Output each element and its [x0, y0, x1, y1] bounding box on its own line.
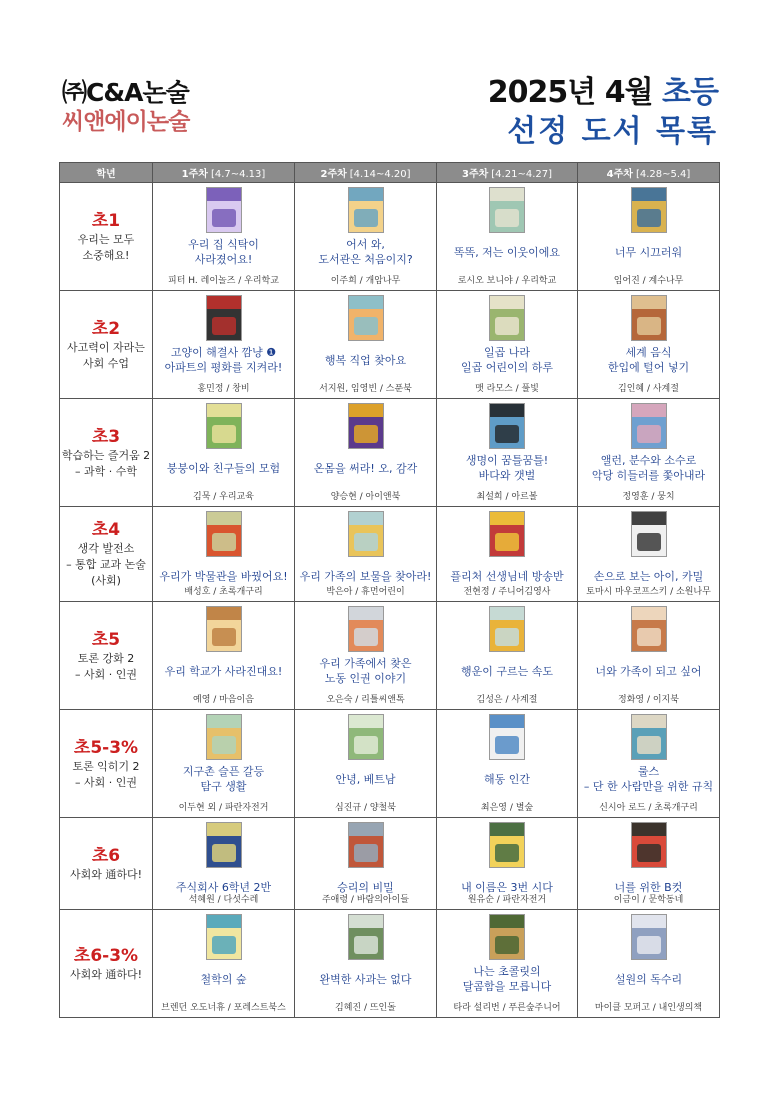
- book-cover-image: [631, 606, 667, 652]
- book-cell: [295, 399, 437, 507]
- book-author-publisher: 서지원, 임영빈 / 스푼북: [319, 384, 412, 394]
- book-author-publisher: 원유순 / 파란자전거: [467, 895, 547, 905]
- book-author-publisher: 브렌던 오도너휴 / 포레스트북스: [161, 1003, 286, 1013]
- book-author-publisher: 홍민정 / 창비: [197, 384, 250, 394]
- book-cover-image: [631, 822, 667, 868]
- book-author-publisher: 타라 설리번 / 푸른숲주니어: [453, 1003, 561, 1013]
- book-cell: [437, 710, 578, 818]
- book-title: 안녕, 베트남: [335, 772, 396, 786]
- book-cell: [153, 910, 295, 1018]
- book-cover-image: [631, 714, 667, 760]
- week-range: [4.14~4.20]: [349, 169, 411, 180]
- book-cover-image: [348, 295, 384, 341]
- week-range: [4.28~5.4]: [635, 169, 691, 180]
- table-row: [60, 399, 720, 507]
- book-cell: [437, 507, 578, 602]
- table-row: [60, 507, 720, 602]
- book-author-publisher: 배성호 / 초록개구리: [184, 587, 263, 597]
- book-cell: [437, 910, 578, 1018]
- grade-code: 초6: [91, 845, 121, 866]
- grade-code: 초4: [91, 520, 121, 540]
- book-author-publisher: 오은숙 / 리틀씨앤톡: [326, 695, 405, 705]
- header-week-2: [295, 163, 437, 183]
- table-row: [60, 183, 720, 291]
- book-cover-image: [489, 403, 525, 449]
- book-title: 행복 직업 찾아요: [324, 353, 407, 367]
- book-cover-image: [206, 403, 242, 449]
- book-cell: [578, 183, 720, 291]
- book-title: 똑똑, 저는 이웃이에요: [453, 245, 561, 259]
- grade-cell: [60, 910, 153, 1018]
- book-title: 너를 위한 B컷: [614, 880, 683, 894]
- book-title: 우리 집 식탁이 사라졌어요!: [188, 238, 259, 266]
- page-title-line2: 선정 도서 목록: [507, 114, 718, 149]
- book-author-publisher: 토마시 마우코프스키 / 소원나무: [586, 587, 711, 597]
- book-author-publisher: 주애령 / 바람의아이들: [321, 895, 409, 905]
- header-week-4: [578, 163, 720, 183]
- book-title: 나는 초콜릿의 달콤함을 모릅니다: [462, 965, 552, 993]
- grade-theme: 사회와 通하다!: [69, 967, 143, 981]
- book-title: 완벽한 사과는 없다: [319, 972, 412, 986]
- book-author-publisher: 석혜원 / 다섯수레: [188, 895, 259, 905]
- grade-cell: [60, 602, 153, 710]
- book-cell: [295, 602, 437, 710]
- grade-cell: [60, 507, 153, 602]
- book-cell: [153, 183, 295, 291]
- book-author-publisher: 심진규 / 양철북: [335, 803, 396, 813]
- book-title: 승리의 비밀: [337, 880, 394, 894]
- week-range: [4.7~4.13]: [210, 169, 266, 180]
- title-level: 초등: [662, 75, 718, 110]
- book-cell: [295, 183, 437, 291]
- book-cover-image: [206, 511, 242, 557]
- book-cell: [437, 818, 578, 910]
- book-cover-image: [489, 914, 525, 960]
- book-author-publisher: 박은아 / 휴먼어린이: [326, 587, 405, 597]
- grade-code: 초3: [91, 426, 121, 447]
- table-row: [60, 710, 720, 818]
- grade-code: 초6-3%: [73, 945, 139, 966]
- grade-theme: 토론 익히기 2 – 사회 · 인권: [72, 759, 140, 789]
- grade-code: 초1: [91, 210, 121, 231]
- week-label: 2주차: [320, 169, 347, 180]
- title-year-month: 2025년 4월: [487, 75, 653, 110]
- book-author-publisher: 마이클 모퍼고 / 내인생의책: [594, 1003, 703, 1013]
- book-cover-image: [348, 187, 384, 233]
- grade-code: 초5-3%: [73, 737, 139, 758]
- book-cell: [437, 183, 578, 291]
- book-cell: [578, 910, 720, 1018]
- book-cell: [578, 602, 720, 710]
- table-row: [60, 818, 720, 910]
- grade-theme: 우리는 모두 소중해요!: [77, 232, 135, 262]
- week-range: [4.21~4.27]: [491, 169, 552, 180]
- book-title: 지구촌 슬픈 갈등 탐구 생활: [182, 765, 265, 793]
- week-label: 3주차: [462, 169, 489, 180]
- book-cell: [153, 602, 295, 710]
- book-author-publisher: 전현정 / 주니어김영사: [463, 587, 551, 597]
- book-author-publisher: 최설희 / 아르볼: [476, 492, 538, 502]
- book-author-publisher: 정화영 / 이지북: [618, 695, 679, 705]
- book-cover-image: [489, 295, 525, 341]
- book-title: 고양이 해결사 깜냥 ❶ 아파트의 평화를 지켜라!: [164, 346, 283, 374]
- book-title: 우리가 박물관을 바꿨어요!: [159, 569, 288, 583]
- book-author-publisher: 김인혜 / 사계절: [618, 384, 679, 394]
- book-title: 플리처 선생님네 방송반: [450, 569, 564, 583]
- book-title: 붕붕이와 친구들의 모험: [166, 461, 281, 475]
- grade-cell: [60, 399, 153, 507]
- book-title: 내 이름은 3번 시다: [461, 880, 553, 894]
- book-author-publisher: 정영훈 / 뭉치: [622, 492, 675, 502]
- book-title: 일곱 나라 일곱 어린이의 하루: [460, 346, 553, 374]
- book-title: 우리 학교가 사라진대요!: [164, 664, 283, 678]
- book-author-publisher: 맷 라모스 / 풀빛: [475, 384, 539, 394]
- table-row: [60, 602, 720, 710]
- book-title: 해동 인간: [483, 772, 530, 786]
- book-author-publisher: 임어진 / 계수나무: [613, 276, 684, 286]
- grade-code: 초5: [91, 629, 121, 650]
- book-cell: [295, 710, 437, 818]
- grade-cell: [60, 818, 153, 910]
- book-author-publisher: 신시아 로드 / 초록개구리: [599, 803, 698, 813]
- page-title: [488, 74, 718, 152]
- book-author-publisher: 로시오 보니야 / 우리학교: [457, 276, 557, 286]
- book-cover-image: [489, 606, 525, 652]
- table-header-row: [60, 163, 720, 183]
- book-cover-image: [489, 187, 525, 233]
- book-cover-image: [348, 403, 384, 449]
- grade-theme: 사고력이 자라는 사회 수업: [67, 340, 145, 370]
- logo-company-name: ㈜C&A논술: [62, 78, 189, 107]
- book-cover-image: [348, 914, 384, 960]
- book-title: 주식회사 6학년 2반: [175, 880, 272, 894]
- logo: [62, 78, 189, 136]
- book-author-publisher: 김혜진 / 뜨인돌: [335, 1003, 396, 1013]
- page-title-line1: [488, 74, 718, 112]
- book-cell: [153, 399, 295, 507]
- grade-cell: [60, 183, 153, 291]
- book-author-publisher: 양승현 / 아이앤북: [330, 492, 401, 502]
- book-cover-image: [489, 714, 525, 760]
- book-title: 세계 음식 한입에 털어 넣기: [607, 346, 690, 374]
- grade-theme: 생각 발전소 – 통합 교과 논술 (사회): [66, 542, 146, 587]
- book-author-publisher: 이두현 외 / 파란자전거: [178, 803, 269, 813]
- book-cell: [437, 291, 578, 399]
- book-cell: [295, 291, 437, 399]
- header-week-1: [153, 163, 295, 183]
- book-author-publisher: 예영 / 마음이음: [193, 695, 254, 705]
- book-cell: [295, 818, 437, 910]
- book-title: 온몸을 써라! 오, 감각: [313, 461, 418, 475]
- book-title: 행운이 구르는 속도: [460, 664, 553, 678]
- book-cover-image: [631, 295, 667, 341]
- table-row: [60, 291, 720, 399]
- book-cover-image: [206, 187, 242, 233]
- book-cell: [437, 602, 578, 710]
- book-title: 너와 가족이 되고 싶어: [595, 664, 702, 678]
- book-author-publisher: 김묵 / 우리교육: [193, 492, 254, 502]
- book-author-publisher: 이금이 / 문학동네: [613, 895, 684, 905]
- book-cover-image: [489, 822, 525, 868]
- book-cell: [578, 818, 720, 910]
- book-author-publisher: 최은영 / 별숲: [480, 803, 534, 813]
- grade-theme: 토론 강화 2 – 사회 · 인권: [75, 651, 137, 681]
- book-title: 어서 와, 도서관은 처음이지?: [318, 238, 413, 266]
- book-cell: [153, 710, 295, 818]
- book-cover-image: [348, 511, 384, 557]
- week-label: 4주차: [606, 169, 633, 180]
- book-cover-image: [631, 511, 667, 557]
- book-title: 우리 가족의 보물을 찾아라!: [299, 569, 432, 583]
- book-cover-image: [348, 714, 384, 760]
- book-cover-image: [206, 714, 242, 760]
- book-cell: [153, 507, 295, 602]
- book-title: 철학의 숲: [200, 972, 247, 986]
- book-cover-image: [206, 295, 242, 341]
- book-cell: [578, 399, 720, 507]
- book-cell: [578, 291, 720, 399]
- book-cell: [153, 818, 295, 910]
- book-cell: [295, 910, 437, 1018]
- book-title: 앨런, 분수와 소수로 악당 히들러를 쫓아내라: [591, 454, 706, 482]
- book-cell: [153, 291, 295, 399]
- table-row: [60, 910, 720, 1018]
- book-cover-image: [206, 914, 242, 960]
- grade-theme: 사회와 通하다!: [69, 867, 143, 881]
- book-cover-image: [348, 606, 384, 652]
- book-author-publisher: 김성은 / 사계절: [476, 695, 538, 705]
- grade-code: 초2: [91, 318, 121, 339]
- grade-cell: [60, 291, 153, 399]
- book-cell: [578, 710, 720, 818]
- week-label: 1주차: [181, 169, 208, 180]
- book-cover-image: [631, 403, 667, 449]
- book-title: 우리 가족에서 찾은 노동 인권 이야기: [319, 657, 412, 685]
- book-author-publisher: 이주희 / 개암나무: [330, 276, 401, 286]
- book-cover-image: [206, 606, 242, 652]
- book-list-table: [59, 162, 720, 1018]
- book-title: 룰스 – 단 한 사람만을 위한 규칙: [583, 765, 714, 793]
- book-title: 손으로 보는 아이, 카밀: [593, 569, 704, 583]
- book-cover-image: [348, 822, 384, 868]
- book-title: 너무 시끄러워: [614, 245, 683, 259]
- book-author-publisher: 피터 H. 레이놀즈 / 우리학교: [168, 276, 279, 286]
- book-cell: [437, 399, 578, 507]
- book-cover-image: [489, 511, 525, 557]
- book-cell: [578, 507, 720, 602]
- header-week-3: [437, 163, 578, 183]
- book-cover-image: [631, 187, 667, 233]
- book-title: 설원의 독수리: [614, 972, 683, 986]
- book-cover-image: [631, 914, 667, 960]
- header-grade: 학년: [60, 163, 153, 183]
- book-title: 생명이 꿈틀꿈틀! 바다와 갯벌: [465, 454, 549, 482]
- book-cover-image: [206, 822, 242, 868]
- book-cell: [295, 507, 437, 602]
- grade-theme: 학습하는 즐거움 2 – 과학 · 수학: [61, 448, 151, 478]
- logo-korean-name: 씨앤에이논술: [62, 109, 190, 135]
- grade-cell: [60, 710, 153, 818]
